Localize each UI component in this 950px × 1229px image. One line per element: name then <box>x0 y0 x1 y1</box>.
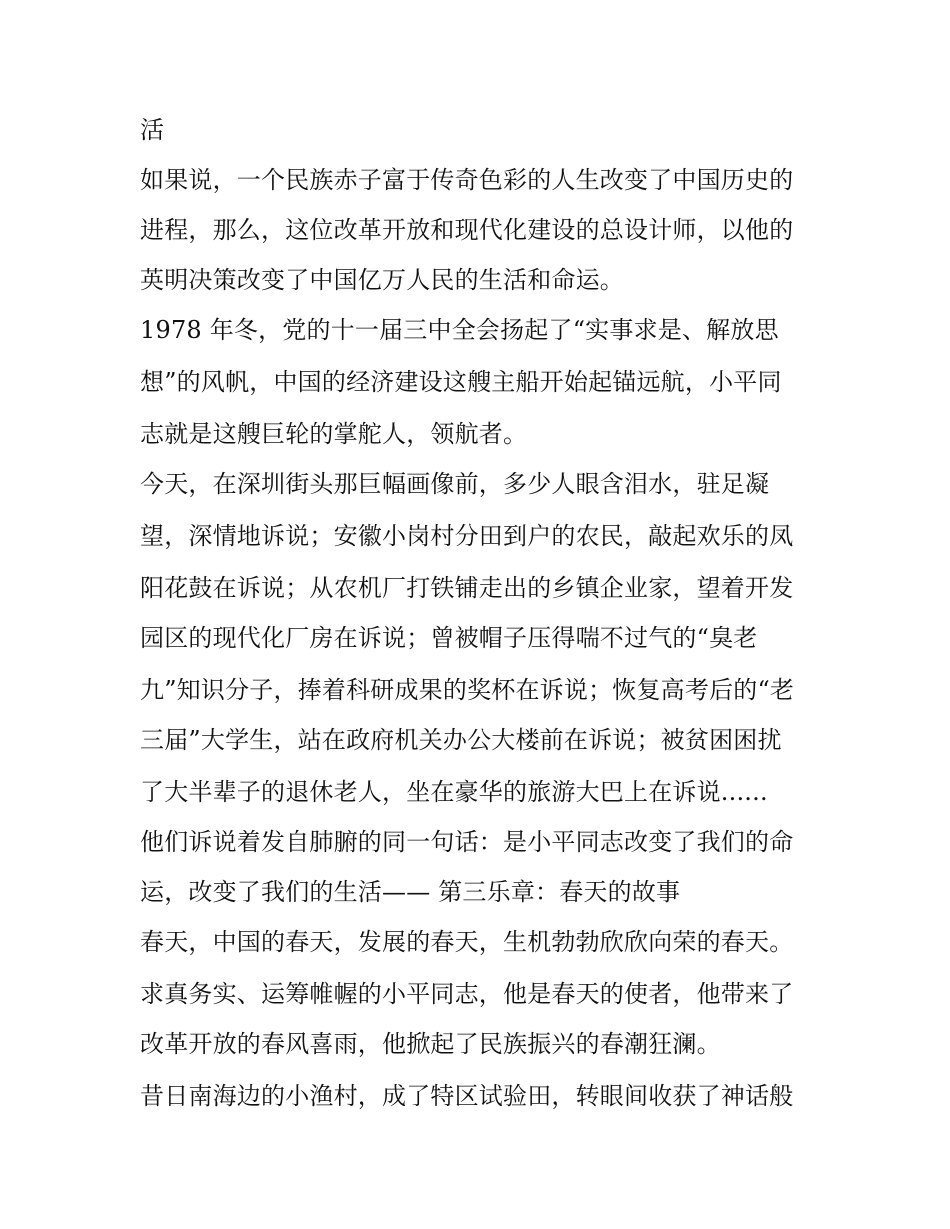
text-line: 了大半辈子的退休老人，坐在豪华的旅游大巴上在诉说...... <box>140 778 768 806</box>
text-line: 改革开放的春风喜雨，他掀起了民族振兴的春潮狂澜。 <box>140 1030 721 1058</box>
text-line: 1978 年冬，党的十一届三中全会扬起了“实事求是、解放思 <box>140 316 779 344</box>
text-line: 想”的风帆，中国的经济建设这艘主船开始起锚远航，小平同 <box>140 368 782 396</box>
text-line: 三届”大学生，站在政府机关办公大楼前在诉说；被贫困困扰 <box>140 726 782 754</box>
text-line: 今天，在深圳街头那巨幅画像前，多少人眼含泪水，驻足凝 <box>140 470 770 498</box>
text-line: 英明决策改变了中国亿万人民的生活和命运。 <box>140 266 624 294</box>
text-line: 求真务实、运筹帷幄的小平同志，他是春天的使者，他带来了 <box>140 980 794 1008</box>
text-line: 志就是这艘巨轮的掌舵人，领航者。 <box>140 420 528 448</box>
text-line: 活 <box>140 116 165 144</box>
text-line: 如果说，一个民族赤子富于传奇色彩的人生改变了中国历史的 <box>140 166 794 194</box>
text-line: 园区的现代化厂房在诉说；曾被帽子压得喘不过气的“臭老 <box>140 624 758 652</box>
text-line: 进程，那么，这位改革开放和现代化建设的总设计师，以他的 <box>140 216 794 244</box>
text-line: 他们诉说着发自肺腑的同一句话：是小平同志改变了我们的命 <box>140 828 794 856</box>
text-line: 春天，中国的春天，发展的春天，生机勃勃欣欣向荣的春天。 <box>140 928 794 956</box>
text-line: 昔日南海边的小渔村，成了特区试验田，转眼间收获了神话般 <box>140 1082 794 1110</box>
text-line: 望，深情地诉说；安徽小岗村分田到户的农民，敲起欢乐的凤 <box>140 522 794 550</box>
text-line: 阳花鼓在诉说；从农机厂打铁铺走出的乡镇企业家，望着开发 <box>140 574 794 602</box>
text-line: 运，改变了我们的生活—— 第三乐章：春天的故事 <box>140 878 681 906</box>
text-line: 九”知识分子，捧着科研成果的奖杯在诉说；恢复高考后的“老 <box>140 676 795 704</box>
